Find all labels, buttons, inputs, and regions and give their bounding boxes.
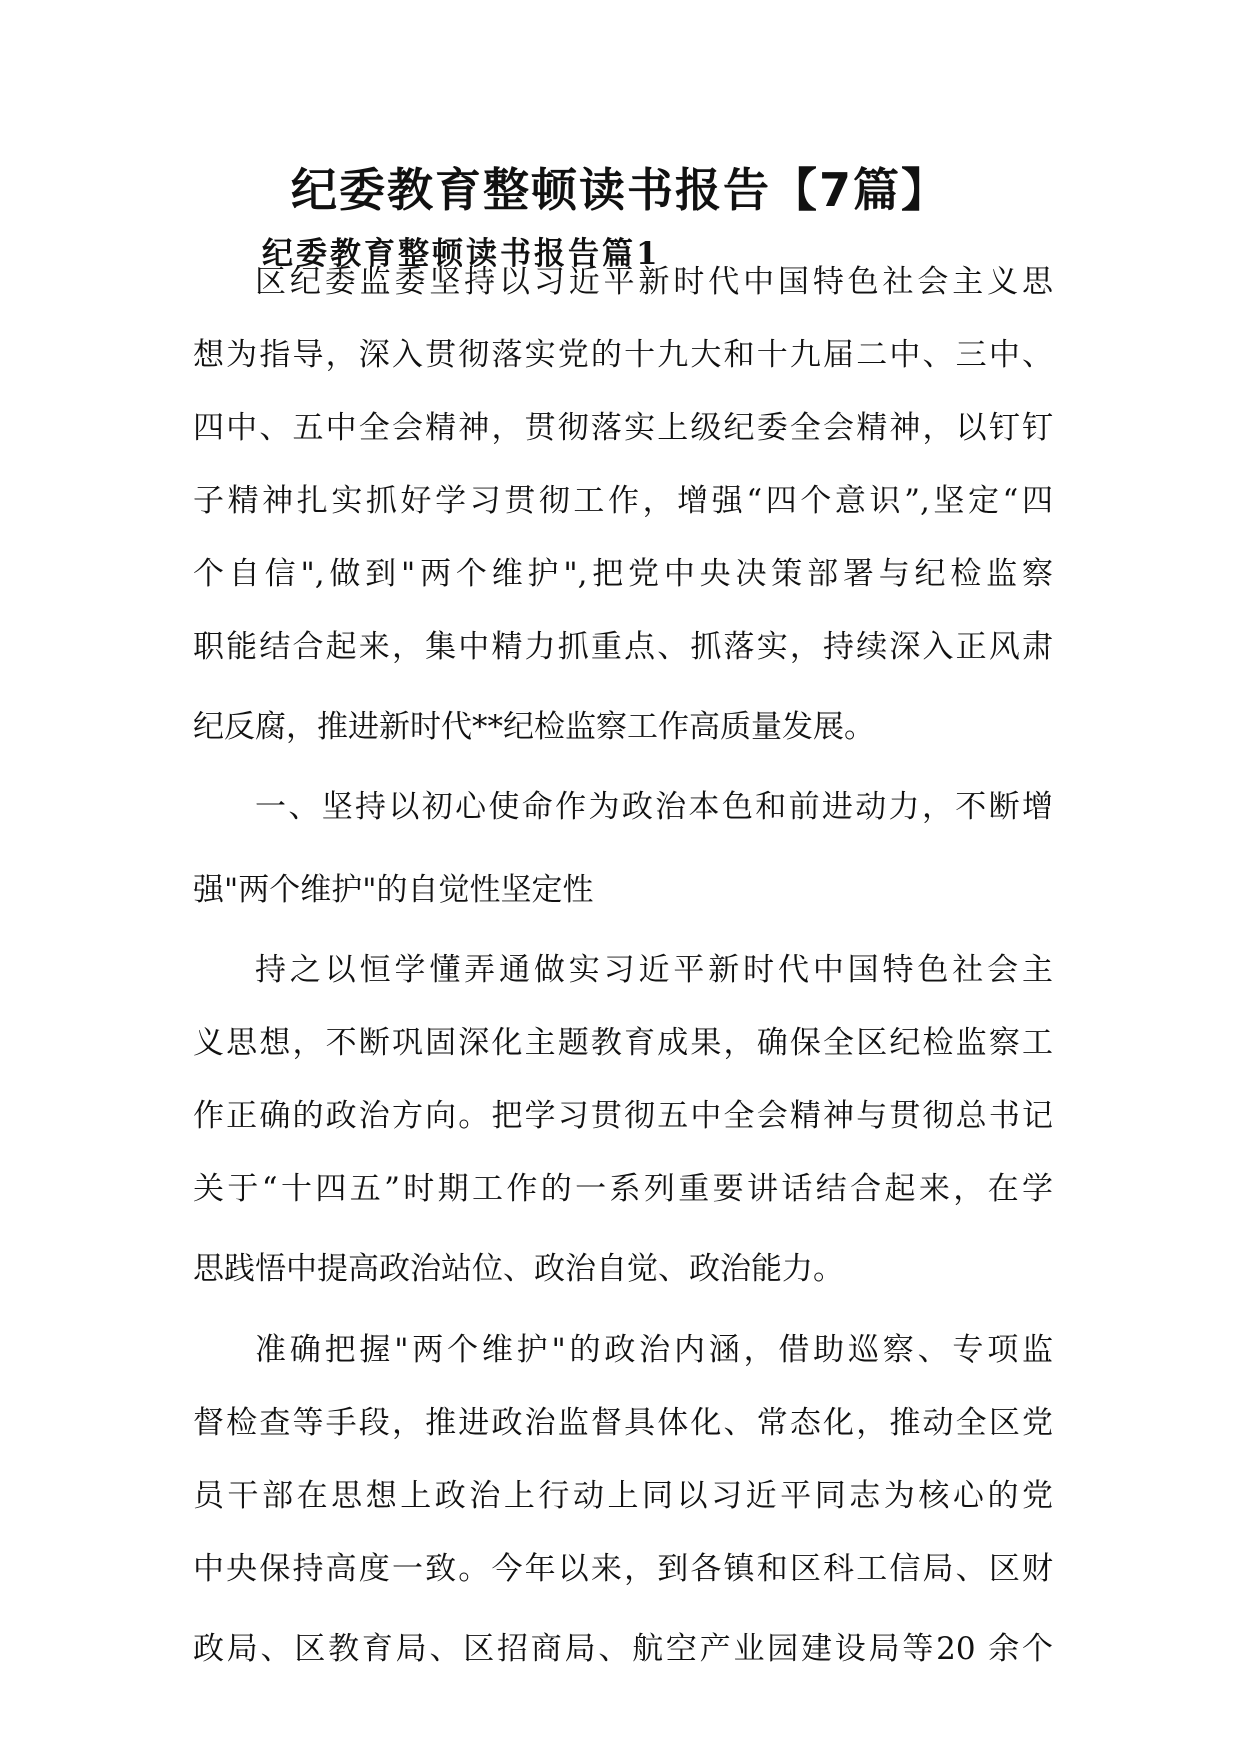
paragraph-line: 中央保持高度一致。今年以来，到各镇和区科工信局、区财 bbox=[193, 1551, 1053, 1587]
paragraph-line: 想为指导，深入贯彻落实党的十九大和十九届二中、三中、 bbox=[193, 337, 1053, 373]
paragraph-line: 职能结合起来，集中精力抓重点、抓落实，持续深入正风肃 bbox=[193, 629, 1053, 665]
paragraph-line: 四中、五中全会精神，贯彻落实上级纪委全会精神，以钉钉 bbox=[193, 410, 1053, 446]
paragraph-line: 准确把握"两个维护"的政治内涵，借助巡察、专项监 bbox=[255, 1332, 1053, 1368]
paragraph-line: 思践悟中提高政治站位、政治自觉、政治能力。 bbox=[193, 1251, 844, 1287]
paragraph-line: 纪反腐，推进新时代**纪检监察工作高质量发展。 bbox=[193, 709, 875, 745]
section-subtitle: 纪委教育整顿读书报告篇1 bbox=[262, 236, 661, 272]
paragraph-line: 区纪委监委坚持以习近平新时代中国特色社会主义思 bbox=[255, 264, 1053, 300]
paragraph-line: 持之以恒学懂弄通做实习近平新时代中国特色社会主 bbox=[255, 952, 1053, 988]
paragraph-line: 政局、区教育局、区招商局、航空产业园建设局等20 余个 bbox=[193, 1631, 1053, 1667]
paragraph-line: 个自信",做到"两个维护",把党中央决策部署与纪检监察 bbox=[193, 556, 1053, 592]
section-heading-line: 强"两个维护"的自觉性坚定性 bbox=[193, 872, 594, 908]
paragraph-line: 义思想，不断巩固深化主题教育成果，确保全区纪检监察工 bbox=[193, 1025, 1053, 1061]
paragraph-line: 督检查等手段，推进政治监督具体化、常态化，推动全区党 bbox=[193, 1405, 1053, 1441]
paragraph-line: 关于“十四五”时期工作的一系列重要讲话结合起来，在学 bbox=[193, 1171, 1053, 1207]
paragraph-line: 作正确的政治方向。把学习贯彻五中全会精神与贯彻总书记 bbox=[193, 1098, 1053, 1134]
section-heading-line: 一、坚持以初心使命作为政治本色和前进动力，不断增 bbox=[255, 789, 1053, 825]
paragraph-line: 子精神扎实抓好学习贯彻工作，增强“四个意识”,坚定“四 bbox=[193, 483, 1053, 519]
paragraph-line: 员干部在思想上政治上行动上同以习近平同志为核心的党 bbox=[193, 1478, 1053, 1514]
document-title: 纪委教育整顿读书报告【7篇】 bbox=[290, 163, 949, 217]
